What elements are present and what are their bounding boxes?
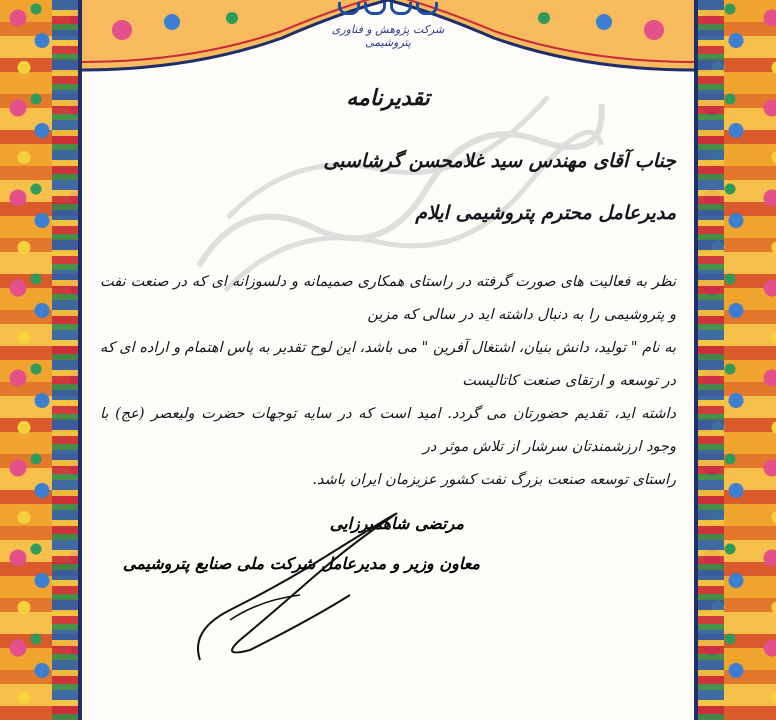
signature-block — [122, 500, 480, 680]
company-logo — [318, 0, 458, 49]
company-name: شرکت پژوهش و فناوری پتروشیمی — [331, 23, 445, 49]
recipient-line: جناب آقای مهندس سید غلامحسن گرشاسبی — [323, 150, 676, 172]
body-line: به نام " تولید، دانش بنیان، اشتغال آفرین " می باشد، این لوح تقدیر به پاس اهتمام و اراده ای که در توسعه و ارتقای صنعت کاتالیست — [100, 340, 676, 389]
signatory-title: معاون وزیر و مدیرعامل شرکت ملی صنایع پتروشیمی — [122, 554, 480, 573]
right-ornamental-border — [694, 0, 776, 720]
certificate-title: تقدیرنامه — [346, 85, 430, 111]
left-ornamental-border — [0, 0, 82, 720]
body-line: راستای توسعه صنعت بزرگ نفت کشور عزیزمان ایران باشد. — [312, 472, 676, 488]
logo-mark-icon — [338, 2, 438, 15]
recipient-position: مدیرعامل محترم پتروشیمی ایلام — [415, 202, 676, 224]
body-line: نظر به فعالیت های صورت گرفته در راستای همکاری صمیمانه و دلسوزانه ای که در صنعت نفت و پتروشیمی را به دنبال داشته اید در سالی که مزین — [100, 274, 676, 323]
body-line: داشته اید، تقدیم حضورتان می گردد. امید است که در سایه توجهات حضرت ولیعصر (عج) با وجود ارزشمندتان سرشار از تلاش موثر در — [100, 406, 676, 455]
certificate-body — [100, 266, 676, 497]
signatory-name: مرتضی شاهمیرزایی — [329, 514, 464, 533]
handwritten-signature — [170, 500, 410, 670]
